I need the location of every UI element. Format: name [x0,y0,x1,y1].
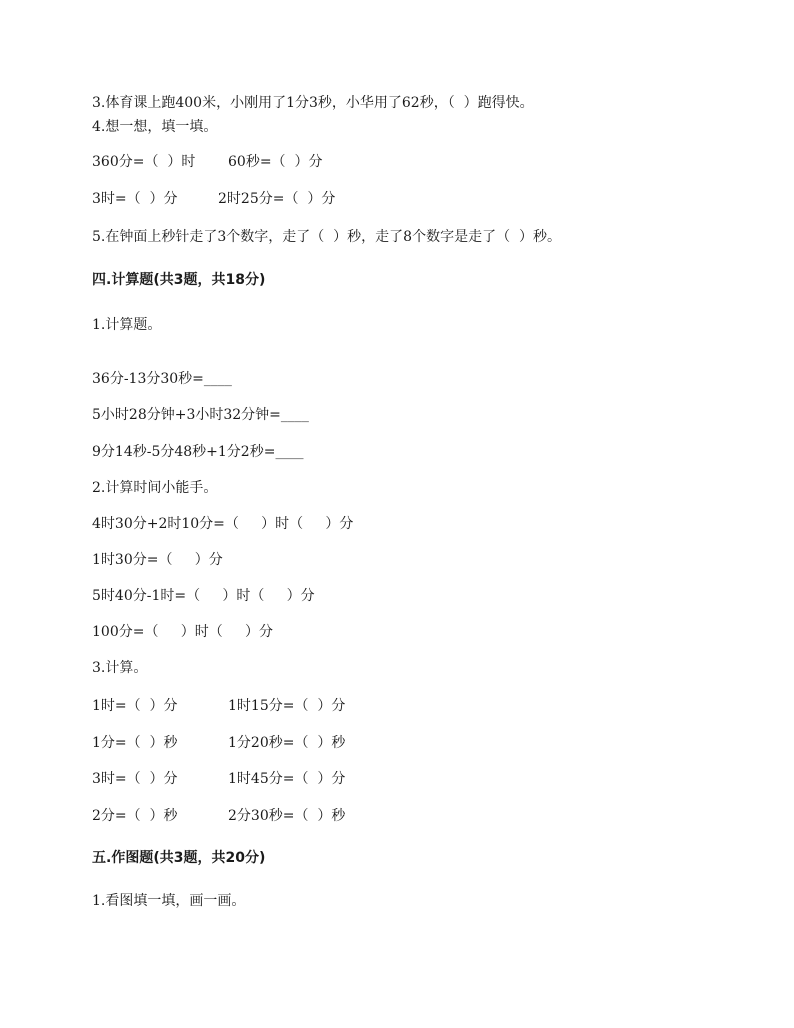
section-4-heading: 四.计算题(共3题，共18分) [92,272,266,288]
section4-q2-title: 2.计算时间小能手。 [92,480,218,496]
section4-q2-item-4: 100分=（ ）时（ ）分 [92,624,273,640]
section4-q1-item-3: 9分14秒-5分48秒+1分2秒=____ [92,444,304,460]
section-5-heading: 五.作图题(共3题，共20分) [92,850,266,866]
section4-q1-item-1: 36分-13分30秒=____ [92,371,232,387]
question-3-running: 3.体育课上跑400米，小刚用了1分3秒，小华用了62秒，（ ）跑得快。 [92,95,534,111]
section4-q1-title: 1.计算题。 [92,317,162,333]
q4-row2-right: 2时25分=（ ）分 [218,191,336,207]
q4-row1-right: 60秒=（ ）分 [228,154,323,170]
section5-q1-title: 1.看图填一填，画一画。 [92,893,246,909]
section4-q3-row1-left: 1时=（ ）分 [92,698,178,714]
section4-q2-item-3: 5时40分-1时=（ ）时（ ）分 [92,588,315,604]
section4-q3-row2-right: 1分20秒=（ ）秒 [228,735,346,751]
question-5-clock: 5.在钟面上秒针走了3个数字，走了（ ）秒，走了8个数字是走了（ ）秒。 [92,229,561,245]
section4-q3-title: 3.计算。 [92,660,148,676]
section4-q3-row1-right: 1时15分=（ ）分 [228,698,346,714]
section4-q3-row4-left: 2分=（ ）秒 [92,808,178,824]
section4-q3-row2-left: 1分=（ ）秒 [92,735,178,751]
q4-row2-left: 3时=（ ）分 [92,191,178,207]
section4-q2-item-2: 1时30分=（ ）分 [92,552,223,568]
question-4-title: 4.想一想，填一填。 [92,119,218,135]
section4-q3-row3-left: 3时=（ ）分 [92,771,178,787]
section4-q3-row4-right: 2分30秒=（ ）秒 [228,808,346,824]
section4-q2-item-1: 4时30分+2时10分=（ ）时（ ）分 [92,516,354,532]
q4-row1-left: 360分=（ ）时 [92,154,196,170]
section4-q3-row3-right: 1时45分=（ ）分 [228,771,346,787]
section4-q1-item-2: 5小时28分钟+3小时32分钟=____ [92,407,309,423]
